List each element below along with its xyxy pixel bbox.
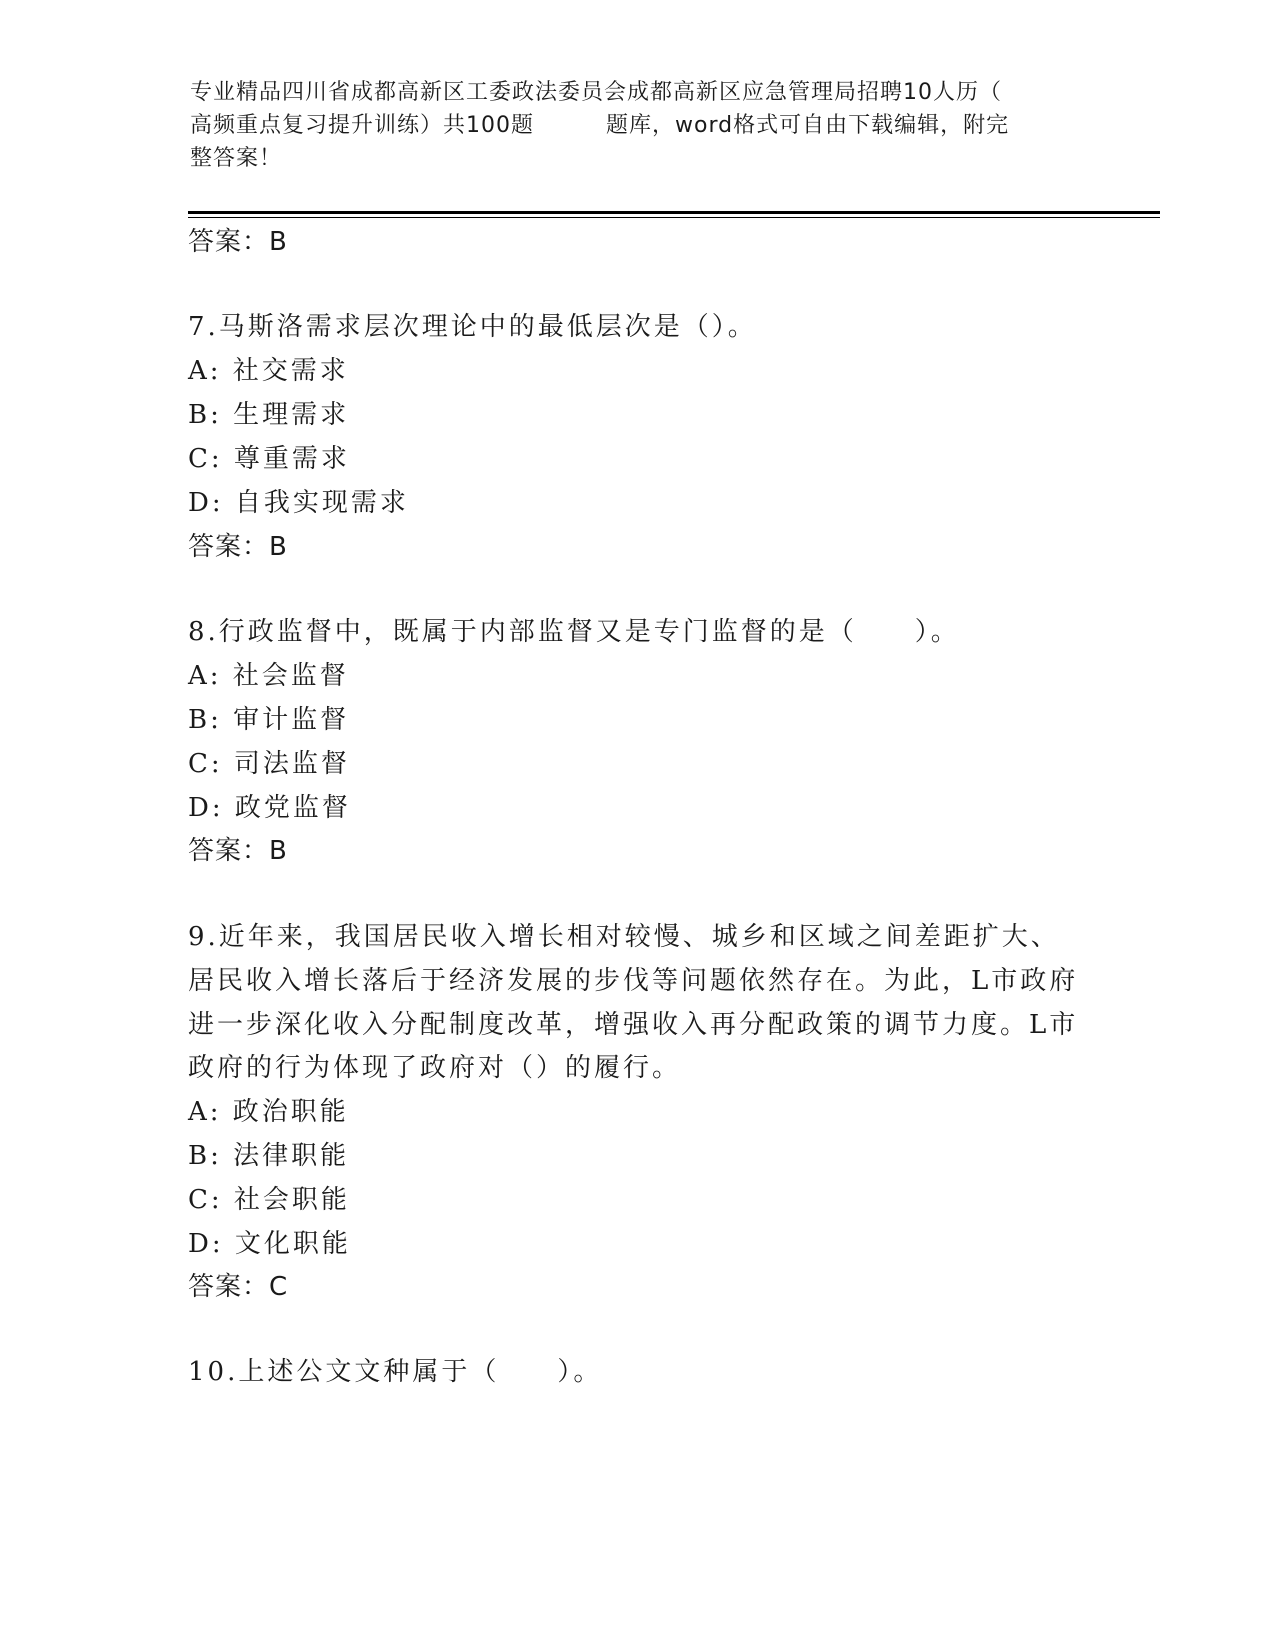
option-c: C: 司法监督 (188, 749, 350, 779)
option-d: D: 政党监督 (188, 793, 351, 823)
header-line: 整答案！ (190, 146, 283, 171)
option-b: B: 审计监督 (188, 705, 350, 735)
answer-line: 答案：C (188, 1272, 289, 1302)
answer-line: 答案：B (188, 227, 288, 257)
question-stem: 进一步深化收入分配制度改革，增强收入再分配政策的调节力度。L市 (188, 1010, 1079, 1040)
option-c: C: 社会职能 (188, 1185, 350, 1215)
document-header (190, 76, 1090, 175)
header-rule-thin (188, 217, 1160, 218)
option-b: B: 法律职能 (188, 1141, 350, 1171)
header-rule-thick (188, 211, 1160, 214)
question-stem: 10.上述公文文种属于（ ）。 (188, 1357, 603, 1387)
option-d: D: 自我实现需求 (188, 488, 409, 518)
question-stem: 政府的行为体现了政府对（）的履行。 (188, 1053, 682, 1083)
question-stem: 8.行政监督中，既属于内部监督又是专门监督的是（ ）。 (188, 617, 960, 647)
question-stem: 9.近年来，我国居民收入增长相对较慢、城乡和区域之间差距扩大、 (188, 922, 1060, 952)
answer-line: 答案：B (188, 836, 288, 866)
question-stem: 7.马斯洛需求层次理论中的最低层次是（）。 (188, 312, 757, 342)
header-line: 专业精品四川省成都高新区工委政法委员会成都高新区应急管理局招聘10人历（ (190, 80, 1002, 105)
option-a: A: 社会监督 (188, 661, 349, 691)
option-b: B: 生理需求 (188, 400, 350, 430)
answer-line: 答案：B (188, 532, 288, 562)
option-a: A: 社交需求 (188, 356, 349, 386)
question-stem: 居民收入增长落后于经济发展的步伐等问题依然存在。为此，L市政府 (188, 966, 1079, 996)
header-text: 高频重点复习提升训练）共100题 (190, 113, 534, 138)
option-a: A: 政治职能 (188, 1097, 349, 1127)
option-d: D: 文化职能 (188, 1229, 351, 1259)
header-line (190, 109, 1090, 142)
option-c: C: 尊重需求 (188, 444, 350, 474)
header-text: 题库，word格式可自由下载编辑，附完 (606, 113, 1010, 138)
